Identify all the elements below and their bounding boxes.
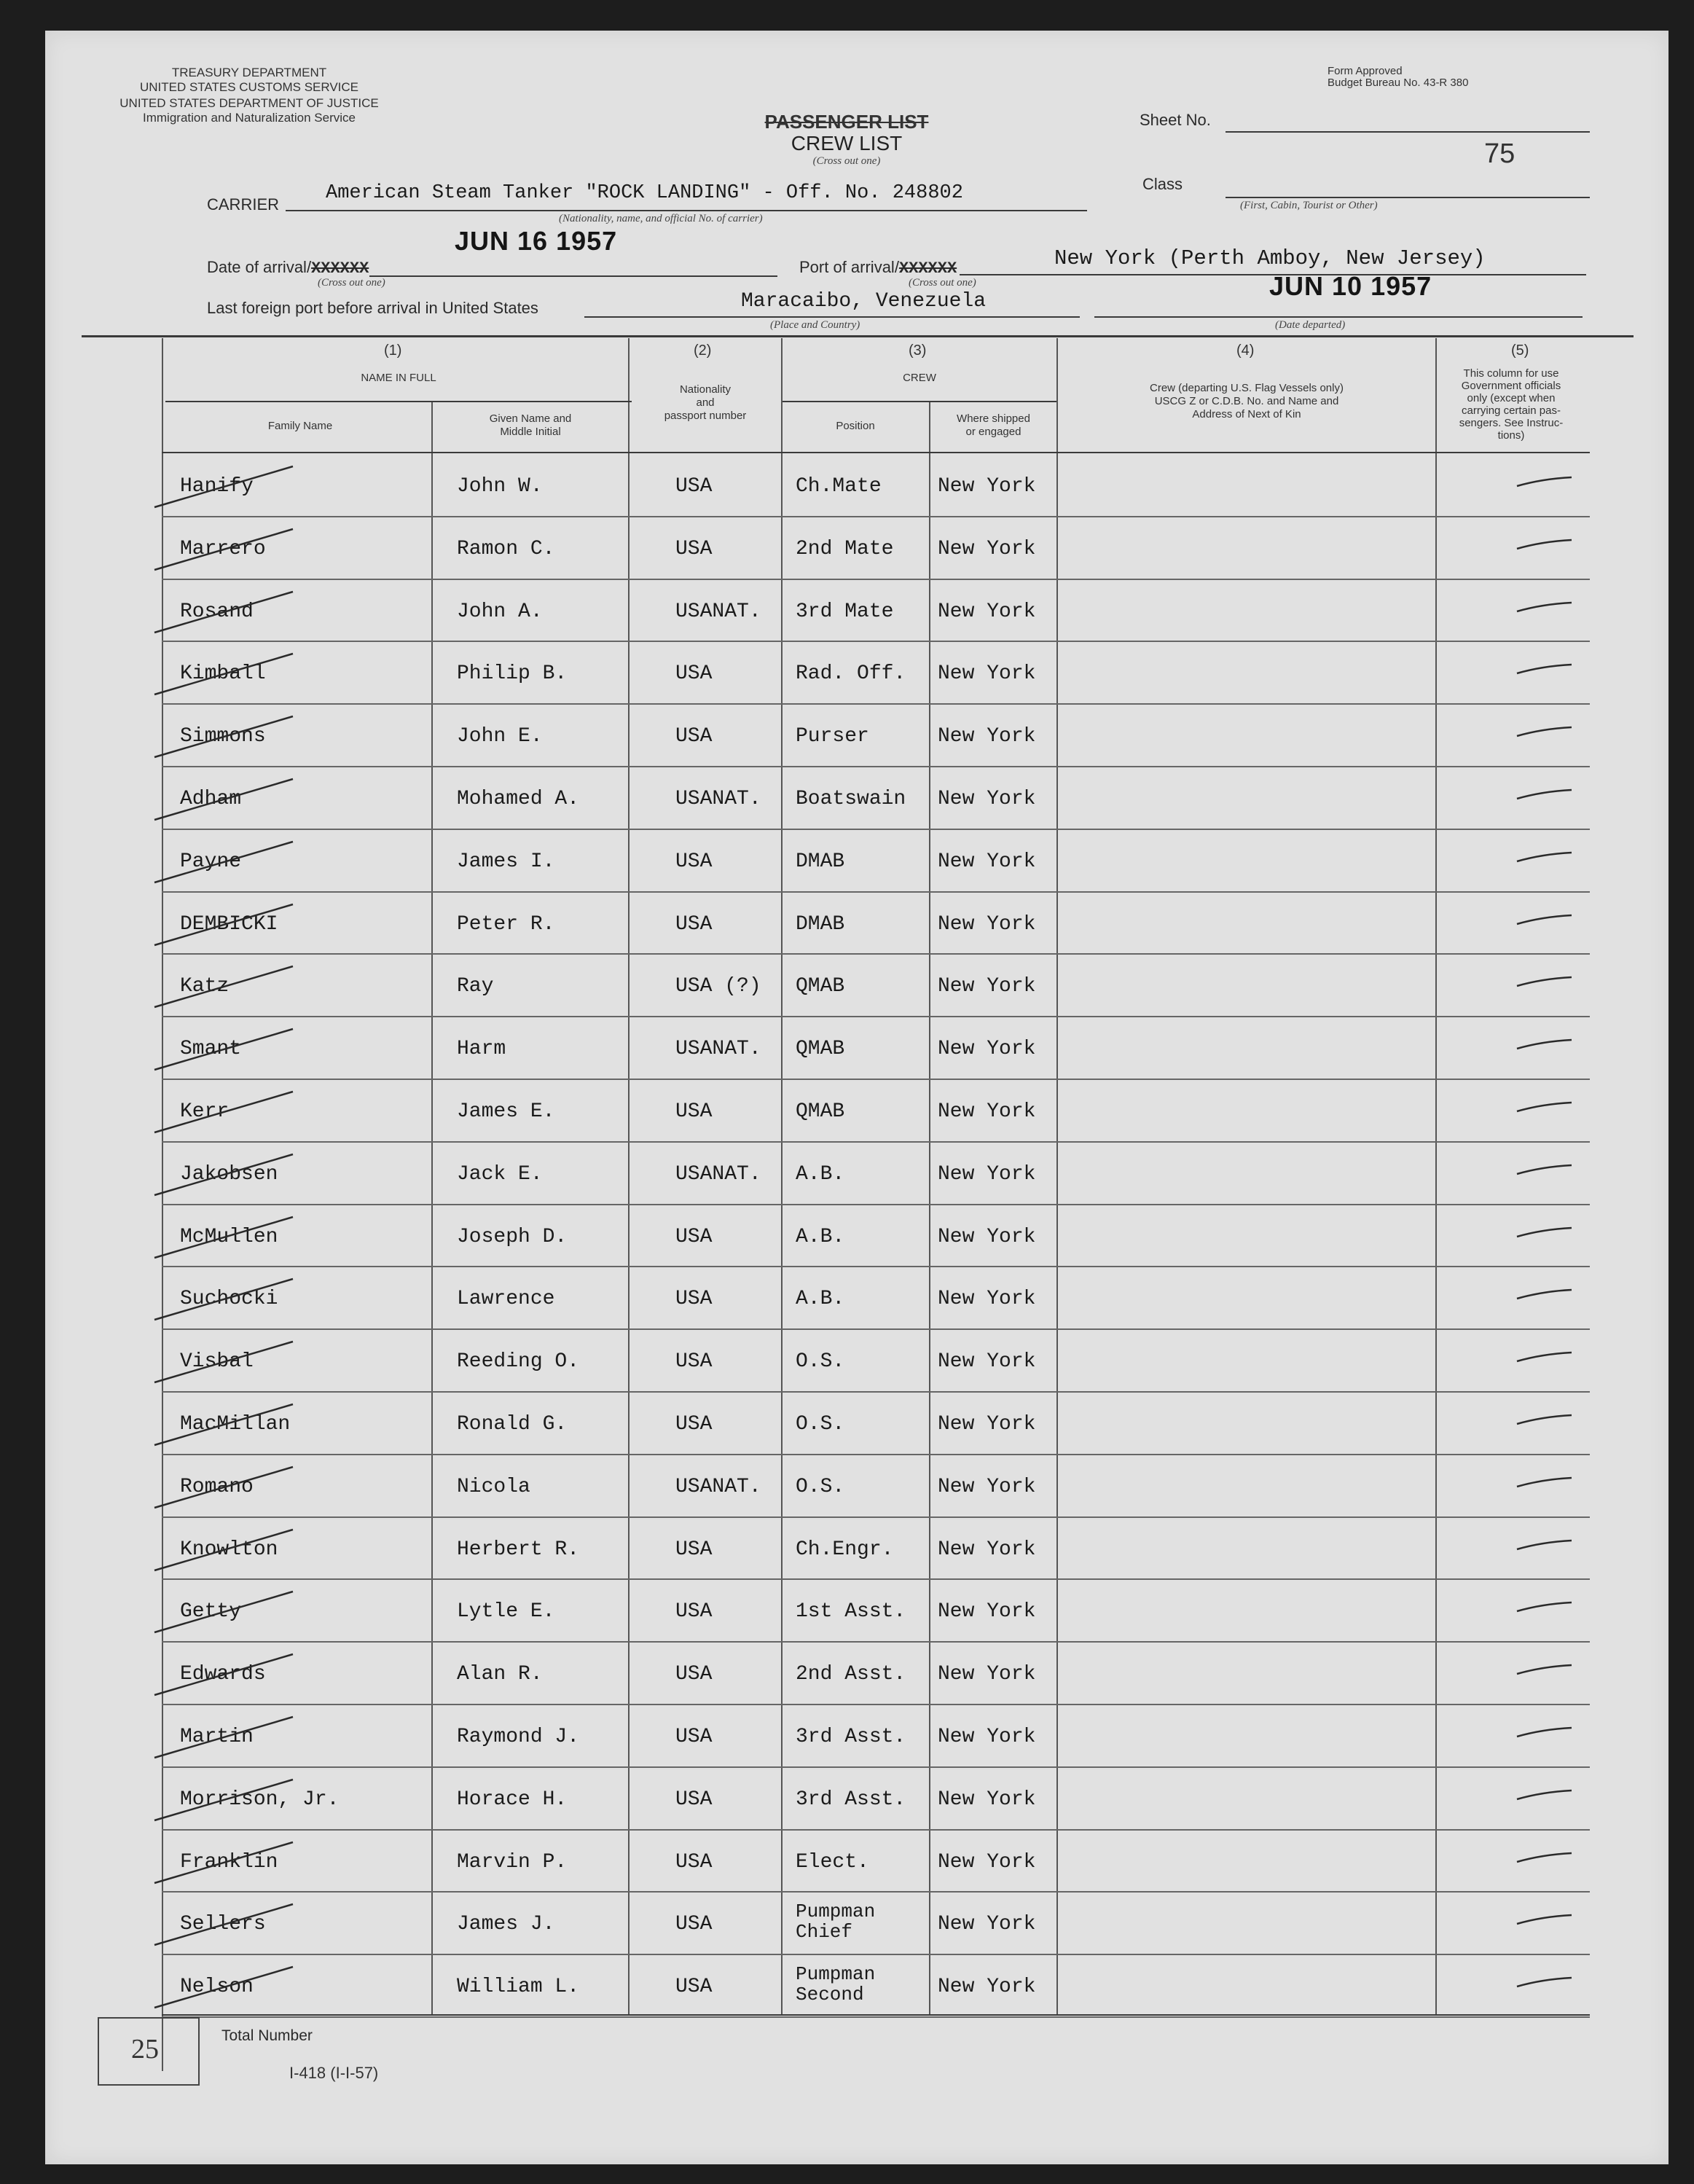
check-mark-icon [147,1838,337,1889]
row-shipped: New York [938,1225,1036,1248]
col2-title-line: passport number [664,410,747,422]
row-nat: USA [675,1976,713,1999]
row-shipped: New York [938,975,1036,998]
tick-mark-icon [1513,1472,1579,1494]
given-header-line: Given Name and [489,412,572,425]
tick-mark-icon [1513,659,1579,681]
row-position: A.B. [796,1288,845,1311]
col5-title-line: This column for use [1463,367,1559,380]
table-top-rule [82,335,1634,337]
row-nat: USA [675,1788,713,1811]
port-arrival-value: New York (Perth Amboy, New Jersey) [1054,246,1486,270]
row-position: DMAB [796,850,845,873]
row-shipped: New York [938,600,1036,623]
check-mark-icon [147,1900,337,1951]
col2-title-line: and [696,396,715,409]
date-arrival-label [207,258,369,278]
row-given: John A. [457,600,543,623]
given-header-line: Middle Initial [500,426,561,438]
check-mark-icon [147,900,337,951]
check-mark-icon [147,1275,337,1326]
tick-mark-icon [1513,721,1579,743]
row-rule [162,1766,1590,1768]
row-shipped: New York [938,788,1036,810]
title-block [701,111,992,168]
class-underline [1226,197,1590,198]
row-family: Martin [180,1726,254,1748]
last-port-label: Last foreign port before arrival in United States [207,299,538,317]
check-mark-icon [147,587,337,638]
row-shipped: New York [938,1663,1036,1686]
row-given: Alan R. [457,1663,543,1686]
agency-line: UNITED STATES CUSTOMS SERVICE [139,80,359,94]
row-given: Lytle E. [457,1600,555,1624]
row-shipped: New York [938,1350,1036,1374]
page-title: CREW LIST [791,132,903,154]
col-divider [1056,338,1058,2014]
check-mark-icon [147,1775,340,1826]
row-rule [162,1704,1590,1705]
place-hint: (Place and Country) [770,319,860,331]
row-shipped: New York [938,475,1036,498]
row-given: James E. [457,1100,555,1123]
row-nat: USANAT. [675,600,761,623]
row-family: Knowlton [180,1538,278,1561]
row-position: Pumpman Second [796,1963,876,2006]
total-value: 25 [131,2034,159,2064]
port-cross-hint: (Cross out one) [909,277,976,289]
row-rule [162,1891,1590,1893]
row-given: James I. [457,850,555,873]
row-family: Hanify [180,475,254,498]
row-nat: USA [675,475,713,498]
row-nat: USA [675,1913,713,1936]
row-position: 3rd Asst. [796,1726,906,1748]
row-family: Jakobsen [180,1162,278,1186]
row-family: Kimball [180,662,266,686]
row-rule [162,1954,1590,1955]
row-family: Suchocki [180,1288,278,1311]
agency-line: TREASURY DEPARTMENT [171,66,327,79]
row-nat: USA [675,850,713,873]
row-nat: USANAT. [675,788,761,810]
check-mark-icon [147,462,337,513]
port-arrival-crossed: XXXXXX [898,259,957,278]
cross-out-hint: (Cross out one) [812,155,881,167]
row-family: Simmons [180,725,266,748]
tick-mark-icon [1513,1222,1579,1244]
row-family: DEMBICKI [180,912,278,936]
row-given: James J. [457,1913,555,1936]
date-cross-hint: (Cross out one) [318,277,385,289]
row-given: Ronald G. [457,1413,568,1436]
row-nat: USA (?) [675,975,761,998]
date-arrival-crossed: XXXXXX [311,259,369,278]
row-given: Philip B. [457,662,568,686]
row-position: O.S. [796,1413,845,1436]
row-position: QMAB [796,1100,845,1123]
row-shipped: New York [938,1162,1036,1186]
row-position: A.B. [796,1162,845,1186]
sheet-underline [1226,131,1590,133]
row-nat: USA [675,1225,713,1248]
tick-mark-icon [1513,1159,1579,1181]
row-rule [162,1204,1590,1205]
row-given: Herbert R. [457,1538,580,1561]
row-shipped: New York [938,1475,1036,1498]
row-family: Romano [180,1475,254,1498]
col2-title-line: Nationality [679,383,732,396]
col5-title [1438,367,1584,442]
tick-mark-icon [1513,1034,1579,1056]
tick-mark-icon [1513,597,1579,619]
shipped-header-line: Where shipped [957,412,1030,425]
row-shipped: New York [938,725,1036,748]
tick-mark-icon [1513,1597,1579,1619]
row-shipped: New York [938,1976,1036,1999]
col4-title-line: Address of Next of Kin [1192,408,1301,420]
carrier-hint: (Nationality, name, and official No. of carrier) [559,213,763,224]
check-mark-icon [147,1962,337,2013]
row-shipped: New York [938,1913,1036,1936]
check-mark-icon [147,649,337,700]
col2-title [630,383,781,423]
check-mark-icon [147,1025,337,1076]
row-rule [162,1141,1590,1143]
row-position: DMAB [796,912,845,936]
col4-title [1059,382,1434,421]
col3-number: (3) [909,343,927,359]
col4-title-line: USCG Z or C.D.B. No. and Name and [1154,395,1339,407]
row-shipped: New York [938,1788,1036,1811]
row-nat: USA [675,912,713,936]
check-mark-icon [147,1587,337,1638]
row-shipped: New York [938,1100,1036,1123]
form-approved-line: Form Approved [1328,65,1403,77]
check-mark-icon [147,1525,337,1576]
col5-title-line: only (except when [1467,392,1556,404]
row-position: 3rd Asst. [796,1788,906,1811]
row-nat: USA [675,1288,713,1311]
tick-mark-icon [1513,909,1579,931]
row-nat: USA [675,1100,713,1123]
tick-mark-icon [1513,1284,1579,1306]
form-approved [1328,66,1468,89]
col-divider [781,338,783,2014]
row-given: Ramon C. [457,537,555,560]
row-given: John W. [457,475,543,498]
row-rule [162,1641,1590,1643]
sheet-number: 75 [1484,138,1515,169]
row-rule [162,516,1590,517]
class-hint: (First, Cabin, Tourist or Other) [1240,200,1378,211]
tick-mark-icon [1513,1097,1579,1119]
row-nat: USA [675,1663,713,1686]
row-rule [162,1079,1590,1080]
date-arrival-text: Date of arrival/ [207,258,312,276]
col1-title: NAME IN FULL [361,372,436,384]
col3-title: CREW [903,372,936,384]
tick-mark-icon [1513,847,1579,869]
row-position: QMAB [796,975,845,998]
position-header: Position [836,420,875,432]
row-family: Rosand [180,600,254,623]
col4-number: (4) [1236,343,1255,359]
row-family: Smant [180,1038,242,1061]
row-position: A.B. [796,1225,845,1248]
row-shipped: New York [938,537,1036,560]
check-mark-icon [147,775,337,826]
tick-mark-icon [1513,1535,1579,1557]
tick-mark-icon [1513,1659,1579,1681]
row-nat: USANAT. [675,1475,761,1498]
departed-date-stamp: JUN 10 1957 [1269,271,1432,301]
tick-mark-icon [1513,1722,1579,1744]
row-given: Lawrence [457,1288,555,1311]
row-given: Joseph D. [457,1225,568,1248]
row-family: Visbal [180,1350,254,1374]
row-given: Nicola [457,1475,530,1498]
row-position: Purser [796,725,869,748]
col-divider [628,338,630,2014]
col1-subrule [165,401,632,402]
header-bottom-rule [162,452,1590,453]
row-rule [162,891,1590,893]
row-family: MacMillan [180,1413,291,1436]
row-rule [162,1016,1590,1017]
row-given: Ray [457,975,494,998]
tick-mark-icon [1513,1409,1579,1431]
check-mark-icon [147,1337,337,1388]
check-mark-icon [147,1400,337,1451]
check-mark-icon [147,525,337,576]
port-arrival-text: Port of arrival/ [799,258,899,276]
row-given: Mohamed A. [457,788,580,810]
row-family: Katz [180,975,230,998]
row-shipped: New York [938,912,1036,936]
row-nat: USANAT. [675,1038,761,1061]
row-nat: USA [675,1850,713,1874]
total-label: Total Number [221,2027,313,2044]
row-shipped: New York [938,1850,1036,1874]
row-family: Getty [180,1600,242,1624]
shipped-header-line: or engaged [965,426,1022,438]
col5-number: (5) [1511,343,1529,359]
col3-subrule [783,401,1056,402]
check-mark-icon [147,1150,337,1201]
tick-mark-icon [1513,534,1579,556]
tick-mark-icon [1513,1785,1579,1807]
agency-line: Immigration and Naturalization Service [143,111,356,125]
row-rule [162,953,1590,955]
row-position: Ch.Mate [796,475,882,498]
row-given: William L. [457,1976,580,1999]
col-divider [929,402,930,2014]
tick-mark-icon [1513,1972,1579,1994]
row-nat: USANAT. [675,1162,761,1186]
row-position: QMAB [796,1038,845,1061]
row-position: Elect. [796,1850,869,1874]
col5-title-line: carrying certain pas- [1462,404,1561,417]
col5-title-line: tions) [1497,429,1525,442]
col5-title-line: sengers. See Instruc- [1459,417,1564,429]
form-approved-line: Budget Bureau No. 43-R 380 [1328,77,1469,89]
row-position: 1st Asst. [796,1600,906,1624]
row-shipped: New York [938,850,1036,873]
row-shipped: New York [938,1600,1036,1624]
row-given: Peter R. [457,912,555,936]
check-mark-icon [147,1463,337,1514]
tick-mark-icon [1513,784,1579,806]
row-position: O.S. [796,1475,845,1498]
tick-mark-icon [1513,971,1579,993]
row-shipped: New York [938,662,1036,686]
col-divider [1435,338,1437,2014]
row-rule [162,703,1590,705]
row-family: Kerr [180,1100,230,1123]
tick-mark-icon [1513,1347,1579,1369]
row-nat: USA [675,1538,713,1561]
form-number: I-418 (I-I-57) [289,2064,379,2082]
row-rule [162,1516,1590,1518]
row-shipped: New York [938,1538,1036,1561]
check-mark-icon [147,1713,337,1764]
row-rule [162,1328,1590,1330]
row-given: Harm [457,1038,506,1061]
row-nat: USA [675,537,713,560]
row-given: Reeding O. [457,1350,580,1374]
crew-list-document [45,31,1668,2164]
total-box [98,2017,200,2086]
row-family: McMullen [180,1225,278,1248]
col1-number: (1) [384,343,402,359]
row-family: Adham [180,788,242,810]
agency-block [89,66,409,125]
check-mark-icon [147,712,337,763]
given-name-header [433,412,628,439]
col-divider [431,402,433,2014]
row-family: Edwards [180,1663,266,1686]
check-mark-icon [147,1213,337,1264]
row-shipped: New York [938,1726,1036,1748]
sheet-label: Sheet No. [1140,111,1211,129]
table-bottom-rule [162,2014,1590,2016]
agency-line: UNITED STATES DEPARTMENT OF JUSTICE [119,96,379,110]
row-nat: USA [675,1600,713,1624]
row-position: 2nd Asst. [796,1663,906,1686]
carrier-underline [286,210,1087,211]
row-position: Ch.Engr. [796,1538,894,1561]
row-rule [162,1829,1590,1831]
row-position: Boatswain [796,788,906,810]
row-position: 3rd Mate [796,600,894,623]
row-rule [162,2016,1590,2018]
check-mark-icon [147,962,337,1013]
col4-title-line: Crew (departing U.S. Flag Vessels only) [1150,382,1344,394]
family-name-header: Family Name [267,420,333,432]
row-given: Raymond J. [457,1726,580,1748]
title-crossed: PASSENGER LIST [764,111,929,133]
last-port-underline [584,316,1080,318]
row-rule [162,1391,1590,1393]
row-rule [162,1578,1590,1580]
row-given: Horace H. [457,1788,568,1811]
date-arrival-underline [369,275,777,277]
last-port-value: Maracaibo, Venezuela [741,290,987,313]
col2-number: (2) [694,343,712,359]
class-label: Class [1142,175,1183,193]
row-given: Jack E. [457,1162,543,1186]
row-family: Payne [180,850,242,873]
carrier-value: American Steam Tanker "ROCK LANDING" - Off. No. 248802 [326,182,963,204]
tick-mark-icon [1513,1847,1579,1869]
row-rule [162,766,1590,767]
row-family: Morrison, Jr. [180,1788,340,1811]
port-arrival-label [799,258,957,278]
row-rule [162,829,1590,830]
row-family: Marrero [180,537,266,560]
row-position: Rad. Off. [796,662,906,686]
row-position: Pumpman Chief [796,1901,876,1944]
tick-mark-icon [1513,1909,1579,1931]
check-mark-icon [147,1650,337,1701]
row-nat: USA [675,662,713,686]
row-shipped: New York [938,1038,1036,1061]
row-rule [162,1266,1590,1267]
row-given: John E. [457,725,543,748]
row-shipped: New York [938,1413,1036,1436]
row-rule [162,1454,1590,1455]
carrier-label: CARRIER [207,195,280,214]
row-nat: USA [675,1413,713,1436]
row-nat: USA [675,1350,713,1374]
check-mark-icon [147,1087,337,1138]
tick-mark-icon [1513,471,1579,493]
row-position: O.S. [796,1350,845,1374]
date-departed-underline [1094,316,1583,318]
row-nat: USA [675,725,713,748]
col5-title-line: Government officials [1461,380,1561,392]
check-mark-icon [147,837,337,888]
row-family: Nelson [180,1976,254,1999]
row-shipped: New York [938,1288,1036,1311]
row-nat: USA [675,1726,713,1748]
row-given: Marvin P. [457,1850,568,1874]
row-rule [162,579,1590,580]
date-departed-hint: (Date departed) [1275,319,1346,331]
row-rule [162,641,1590,642]
shipped-header [930,412,1056,439]
arrival-date-stamp: JUN 16 1957 [455,226,618,256]
row-position: 2nd Mate [796,537,894,560]
row-family: Franklin [180,1850,278,1874]
row-family: Sellers [180,1913,266,1936]
